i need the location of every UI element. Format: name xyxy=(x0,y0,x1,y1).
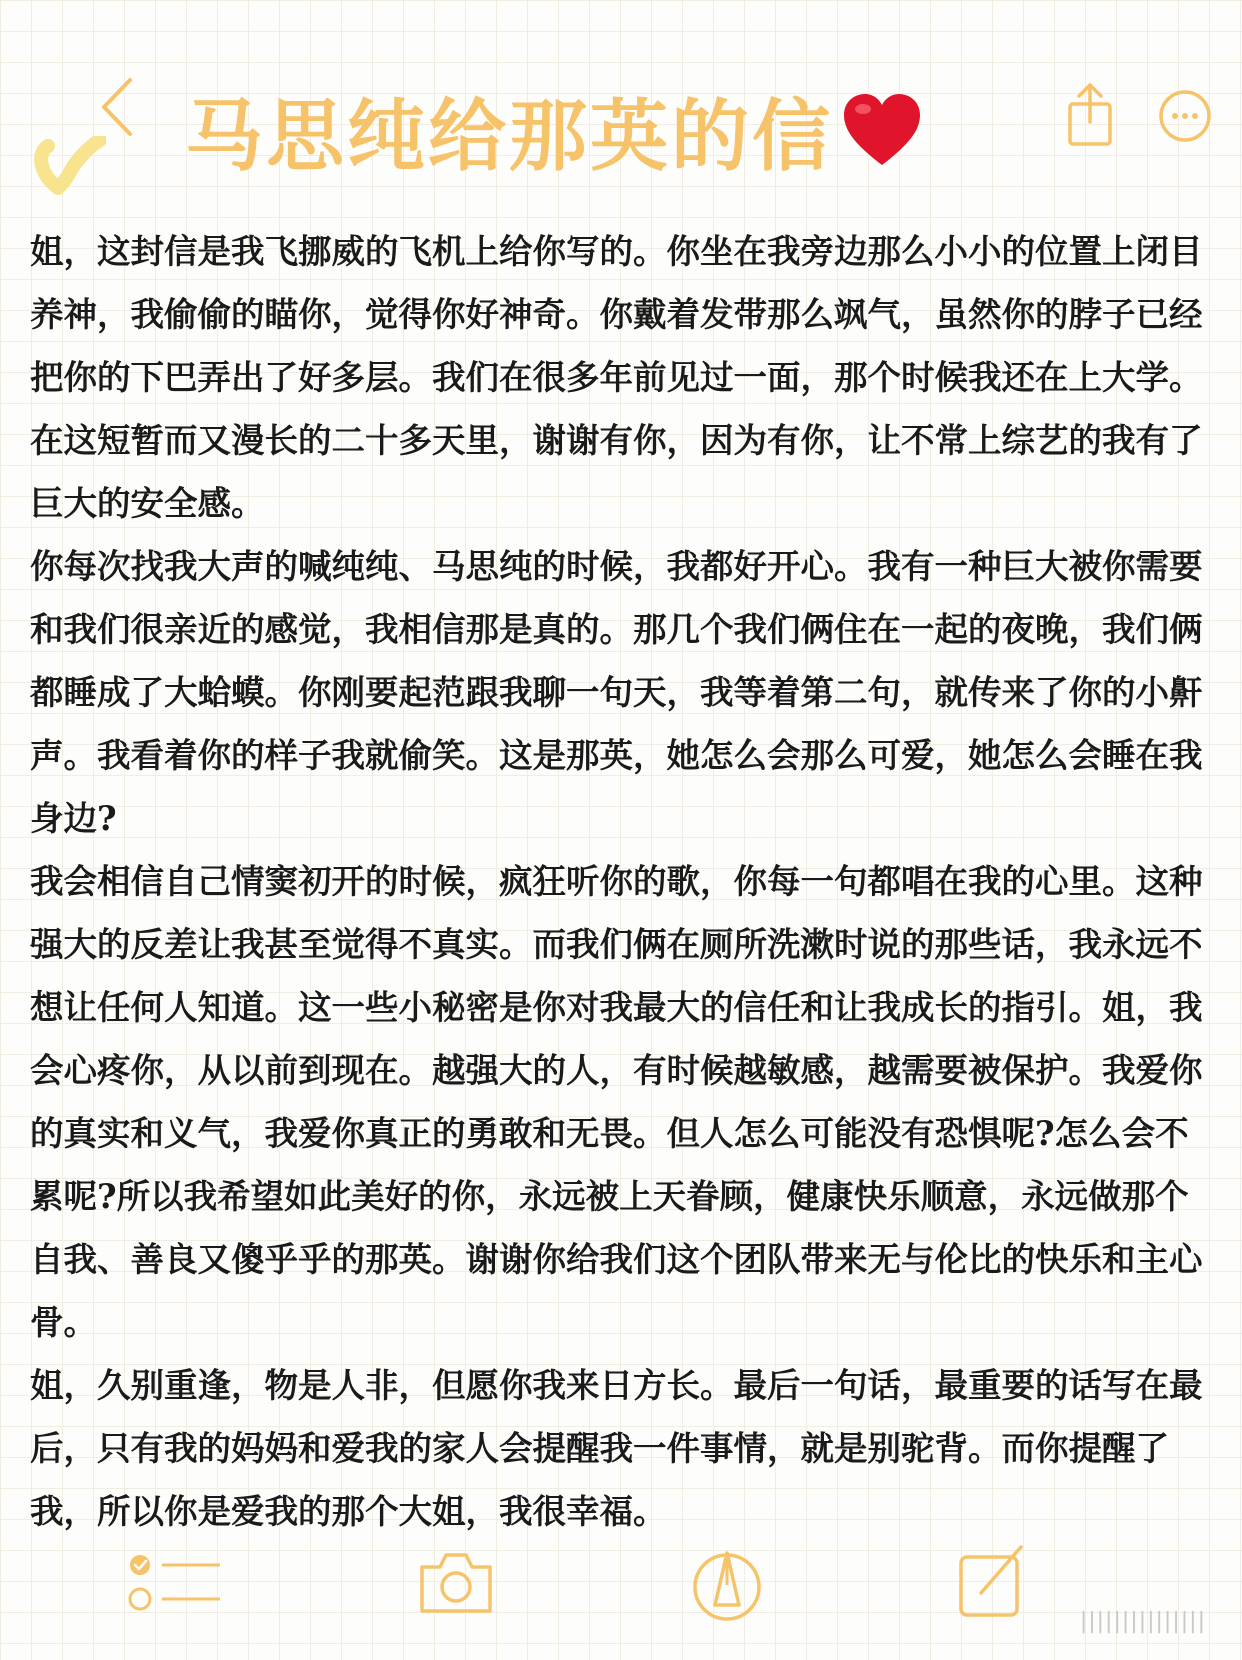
heart-emoji-icon xyxy=(841,91,923,169)
title-text: 马思纯给那英的信 xyxy=(185,92,834,182)
letter-body[interactable] xyxy=(30,220,1220,1550)
more-icon xyxy=(1157,88,1213,144)
share-icon xyxy=(1062,80,1118,148)
more-button[interactable] xyxy=(1157,88,1213,144)
checklist-button[interactable] xyxy=(128,1553,224,1617)
compose-button[interactable] xyxy=(955,1541,1029,1621)
letter-paragraph: 我会相信自己情窦初开的时候，疯狂听你的歌，你每一句都唱在我的心里。这种强大的反差让我甚至觉得不真实。而我们俩在厕所洗漱时说的那些话，我永远不想让任何人知道。这一些小秘密是你对我最大的信任和让我成长的指引。姐，我会心疼你，从以前到现在。越强大的人，有时候越敏感，越需要被保护。我爱你的真实和义气，我爱你真正的勇敢和无畏。但人怎么可能没有恐惧呢?怎么会不累呢?所以我希望如此美好的你，永远被上天眷顾，健康快乐顺意，永远做那个自我、善良又傻乎乎的那英。谢谢你给我们这个团队带来无与伦比的快乐和主心骨。 xyxy=(30,862,1203,1342)
camera-icon xyxy=(416,1547,496,1619)
letter-paragraph: 你每次找我大声的喊纯纯、马思纯的时候，我都好开心。我有一种巨大被你需要和我们很亲近的感觉，我相信那是真的。那几个我们俩住在一起的夜晚，我们俩都睡成了大蛤蟆。你刚要起范跟我聊一句天，我等着第二句，就传来了你的小鼾声。我看着你的样子我就偷笑。这是那英，她怎么会那么可爱，她怎么会睡在我身边? xyxy=(30,547,1203,838)
note-header xyxy=(0,0,1242,200)
letter-paragraph: 姐，久别重逢，物是人非，但愿你我来日方长。最后一句话，最重要的话写在最后，只有我的妈妈和爱我的家人会提醒我一件事情，就是别驼背。而你提醒了我，所以你是爱我的那个大姐，我很幸福。 xyxy=(30,1366,1203,1531)
watermark: ||||||||||||||| xyxy=(1079,1609,1206,1634)
back-button[interactable] xyxy=(88,72,148,142)
checklist-icon xyxy=(128,1553,224,1617)
markup-button[interactable] xyxy=(692,1545,762,1625)
letter-paragraph: 姐，这封信是我飞挪威的飞机上给你写的。你坐在我旁边那么小小的位置上闭目养神，我偷偷的瞄你，觉得你好神奇。你戴着发带那么飒气，虽然你的脖子已经把你的下巴弄出了好多层。我们在很多年前见过一面，那个时候我还在上大学。在这短暂而又漫长的二十多天里，谢谢有你，因为有你，让不常上综艺的我有了巨大的安全感。 xyxy=(30,232,1203,523)
page-title xyxy=(185,80,923,180)
share-button[interactable] xyxy=(1062,80,1118,148)
bottom-toolbar xyxy=(0,1535,1242,1660)
heart-doodle-icon xyxy=(34,136,106,196)
compose-icon xyxy=(955,1541,1029,1621)
camera-button[interactable] xyxy=(416,1547,496,1619)
back-chevron-icon xyxy=(98,76,138,138)
pen-icon xyxy=(692,1545,762,1625)
